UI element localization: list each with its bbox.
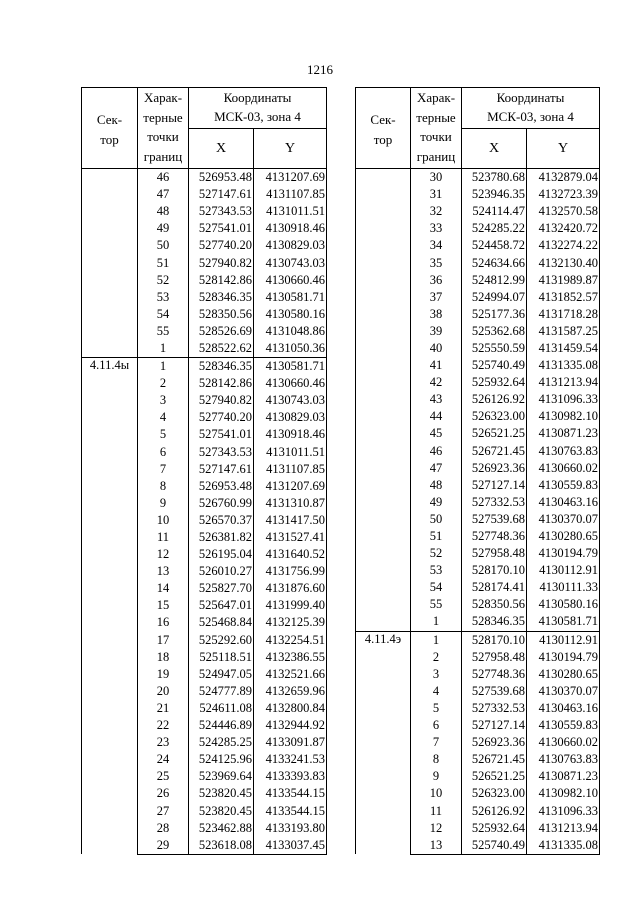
x-coordinate-cell: 526953.48	[189, 478, 254, 495]
x-coordinate-cell: 526521.25	[462, 425, 527, 442]
y-coordinate-cell: 4133037.45	[254, 837, 327, 855]
point-number-cell: 50	[138, 237, 189, 254]
point-number-cell: 18	[138, 649, 189, 666]
x-coordinate-cell: 524777.89	[189, 683, 254, 700]
header-characteristic-points	[411, 88, 462, 169]
y-coordinate-cell: 4130660.02	[527, 734, 600, 751]
x-coordinate-cell: 527541.01	[189, 220, 254, 237]
y-coordinate-cell: 4130559.83	[527, 477, 600, 494]
y-coordinate-cell: 4132274.22	[527, 237, 600, 254]
x-coordinate-cell: 523780.68	[462, 169, 527, 187]
x-coordinate-cell: 526721.45	[462, 751, 527, 768]
y-coordinate-cell: 4132420.72	[527, 220, 600, 237]
table-row	[82, 358, 327, 376]
point-number-cell: 49	[411, 494, 462, 511]
x-coordinate-cell: 528346.35	[189, 358, 254, 376]
point-number-cell: 15	[138, 597, 189, 614]
sector-cell: 4.11.4э	[356, 631, 411, 854]
x-coordinate-cell: 528142.86	[189, 272, 254, 289]
x-coordinate-cell: 526570.37	[189, 512, 254, 529]
point-number-cell: 2	[138, 375, 189, 392]
y-coordinate-cell: 4130829.03	[254, 237, 327, 254]
x-coordinate-cell: 523618.08	[189, 837, 254, 855]
y-coordinate-cell: 4132723.39	[527, 186, 600, 203]
header-sector-line1: Сек-	[96, 112, 123, 127]
y-coordinate-cell: 4132130.40	[527, 254, 600, 271]
point-number-cell: 4	[138, 409, 189, 426]
x-coordinate-cell: 528142.86	[189, 375, 254, 392]
point-number-cell: 3	[138, 392, 189, 409]
y-coordinate-cell: 4131207.69	[254, 478, 327, 495]
x-coordinate-cell: 527748.36	[462, 528, 527, 545]
x-coordinate-cell: 526923.36	[462, 734, 527, 751]
point-number-cell: 35	[411, 254, 462, 271]
y-coordinate-cell: 4130111.33	[527, 579, 600, 596]
point-number-cell: 11	[138, 529, 189, 546]
point-number-cell: 45	[411, 425, 462, 442]
y-coordinate-cell: 4131096.33	[527, 802, 600, 819]
header-sector-line2: тор	[373, 132, 393, 147]
header-x: X	[462, 129, 527, 169]
y-coordinate-cell: 4131011.51	[254, 444, 327, 461]
x-coordinate-cell: 525932.64	[462, 820, 527, 837]
x-coordinate-cell: 523820.45	[189, 785, 254, 802]
y-coordinate-cell: 4131756.99	[254, 563, 327, 580]
point-number-cell: 38	[411, 306, 462, 323]
x-coordinate-cell: 527958.48	[462, 649, 527, 666]
point-number-cell: 37	[411, 289, 462, 306]
x-coordinate-cell: 525827.70	[189, 580, 254, 597]
point-number-cell: 51	[138, 254, 189, 271]
x-coordinate-cell: 524125.96	[189, 751, 254, 768]
header-char-line2: терные	[143, 109, 183, 125]
point-number-cell: 17	[138, 632, 189, 649]
point-number-cell: 54	[411, 579, 462, 596]
x-coordinate-cell: 526760.99	[189, 495, 254, 512]
header-char-line1: Харак-	[416, 90, 456, 105]
header-y: Y	[254, 129, 327, 169]
y-coordinate-cell: 4130280.65	[527, 528, 600, 545]
point-number-cell: 51	[411, 528, 462, 545]
x-coordinate-cell: 526195.04	[189, 546, 254, 563]
point-number-cell: 9	[411, 768, 462, 785]
table-row	[356, 631, 600, 649]
y-coordinate-cell: 4130763.83	[527, 751, 600, 768]
point-number-cell: 23	[138, 734, 189, 751]
x-coordinate-cell: 527127.14	[462, 717, 527, 734]
x-coordinate-cell: 524285.22	[462, 220, 527, 237]
x-coordinate-cell: 528350.56	[189, 306, 254, 323]
y-coordinate-cell: 4130580.16	[527, 596, 600, 613]
header-coord-line2: МСК-03, зона 4	[487, 109, 574, 124]
y-coordinate-cell: 4131213.94	[527, 820, 600, 837]
x-coordinate-cell: 524611.08	[189, 700, 254, 717]
y-coordinate-cell: 4130871.23	[527, 768, 600, 785]
y-coordinate-cell: 4130982.10	[527, 408, 600, 425]
y-coordinate-cell: 4131096.33	[527, 391, 600, 408]
table-row	[356, 169, 600, 187]
point-number-cell: 33	[411, 220, 462, 237]
x-coordinate-cell: 524114.47	[462, 203, 527, 220]
x-coordinate-cell: 527127.14	[462, 477, 527, 494]
x-coordinate-cell: 524994.07	[462, 289, 527, 306]
y-coordinate-cell: 4130743.03	[254, 392, 327, 409]
header-char-line3: точки	[420, 129, 452, 144]
x-coordinate-cell: 527147.61	[189, 461, 254, 478]
point-number-cell: 3	[411, 666, 462, 683]
x-coordinate-cell: 527748.36	[462, 666, 527, 683]
x-coordinate-cell: 528346.35	[462, 613, 527, 631]
point-number-cell: 8	[138, 478, 189, 495]
y-coordinate-cell: 4130660.02	[527, 460, 600, 477]
x-coordinate-cell: 524947.05	[189, 666, 254, 683]
x-coordinate-cell: 528346.35	[189, 289, 254, 306]
y-coordinate-cell: 4132570.58	[527, 203, 600, 220]
x-coordinate-cell: 528170.10	[462, 631, 527, 649]
x-coordinate-cell: 525550.59	[462, 340, 527, 357]
y-coordinate-cell: 4130660.46	[254, 375, 327, 392]
point-number-cell: 7	[411, 734, 462, 751]
point-number-cell: 29	[138, 837, 189, 855]
y-coordinate-cell: 4131999.40	[254, 597, 327, 614]
header-char-line4: границ	[416, 148, 456, 164]
y-coordinate-cell: 4132944.92	[254, 717, 327, 734]
point-number-cell: 10	[138, 512, 189, 529]
y-coordinate-cell: 4133193.80	[254, 820, 327, 837]
y-coordinate-cell: 4133393.83	[254, 768, 327, 785]
y-coordinate-cell: 4130194.79	[527, 649, 600, 666]
x-coordinate-cell: 526010.27	[189, 563, 254, 580]
point-number-cell: 55	[411, 596, 462, 613]
coordinates-table-left	[81, 87, 327, 855]
point-number-cell: 53	[138, 289, 189, 306]
y-coordinate-cell: 4133544.15	[254, 785, 327, 802]
point-number-cell: 53	[411, 562, 462, 579]
x-coordinate-cell: 527740.20	[189, 409, 254, 426]
point-number-cell: 26	[138, 785, 189, 802]
point-number-cell: 36	[411, 272, 462, 289]
header-coordinates	[189, 88, 327, 129]
header-coord-line2: МСК-03, зона 4	[214, 109, 301, 124]
point-number-cell: 8	[411, 751, 462, 768]
x-coordinate-cell: 523820.45	[189, 802, 254, 819]
x-coordinate-cell: 524812.99	[462, 272, 527, 289]
x-coordinate-cell: 525292.60	[189, 632, 254, 649]
y-coordinate-cell: 4130581.71	[527, 613, 600, 631]
point-number-cell: 21	[138, 700, 189, 717]
x-coordinate-cell: 527332.53	[462, 700, 527, 717]
y-coordinate-cell: 4132800.84	[254, 700, 327, 717]
x-coordinate-cell: 528526.69	[189, 323, 254, 340]
y-coordinate-cell: 4130918.46	[254, 220, 327, 237]
y-coordinate-cell: 4130280.65	[527, 666, 600, 683]
point-number-cell: 52	[411, 545, 462, 562]
y-coordinate-cell: 4131876.60	[254, 580, 327, 597]
point-number-cell: 43	[411, 391, 462, 408]
point-number-cell: 5	[411, 700, 462, 717]
point-number-cell: 42	[411, 374, 462, 391]
x-coordinate-cell: 526126.92	[462, 391, 527, 408]
y-coordinate-cell: 4130581.71	[254, 358, 327, 376]
y-coordinate-cell: 4131459.54	[527, 340, 600, 357]
y-coordinate-cell: 4130743.03	[254, 254, 327, 271]
x-coordinate-cell: 528170.10	[462, 562, 527, 579]
point-number-cell: 1	[411, 631, 462, 649]
y-coordinate-cell: 4131335.08	[527, 837, 600, 855]
y-coordinate-cell: 4131213.94	[527, 374, 600, 391]
point-number-cell: 41	[411, 357, 462, 374]
header-sector-line1: Сек-	[370, 112, 396, 127]
y-coordinate-cell: 4131527.41	[254, 529, 327, 546]
point-number-cell: 54	[138, 306, 189, 323]
y-coordinate-cell: 4130829.03	[254, 409, 327, 426]
point-number-cell: 6	[411, 717, 462, 734]
x-coordinate-cell: 524634.66	[462, 254, 527, 271]
point-number-cell: 2	[411, 649, 462, 666]
y-coordinate-cell: 4132125.39	[254, 614, 327, 631]
y-coordinate-cell: 4130871.23	[527, 425, 600, 442]
y-coordinate-cell: 4132659.96	[254, 683, 327, 700]
y-coordinate-cell: 4130660.46	[254, 272, 327, 289]
header-char-line4: границ	[143, 148, 183, 164]
point-number-cell: 47	[138, 186, 189, 203]
x-coordinate-cell: 528350.56	[462, 596, 527, 613]
x-coordinate-cell: 526381.82	[189, 529, 254, 546]
y-coordinate-cell: 4130463.16	[527, 700, 600, 717]
x-coordinate-cell: 523462.88	[189, 820, 254, 837]
y-coordinate-cell: 4131050.36	[254, 340, 327, 358]
x-coordinate-cell: 523969.64	[189, 768, 254, 785]
x-coordinate-cell: 527539.68	[462, 511, 527, 528]
point-number-cell: 28	[138, 820, 189, 837]
point-number-cell: 27	[138, 802, 189, 819]
y-coordinate-cell: 4130559.83	[527, 717, 600, 734]
point-number-cell: 50	[411, 511, 462, 528]
y-coordinate-cell: 4131417.50	[254, 512, 327, 529]
x-coordinate-cell: 524458.72	[462, 237, 527, 254]
point-number-cell: 1	[138, 340, 189, 358]
x-coordinate-cell: 527147.61	[189, 186, 254, 203]
header-sector	[82, 88, 138, 169]
table-row	[82, 169, 327, 187]
x-coordinate-cell: 528174.41	[462, 579, 527, 596]
y-coordinate-cell: 4131587.25	[527, 323, 600, 340]
point-number-cell: 14	[138, 580, 189, 597]
x-coordinate-cell: 525118.51	[189, 649, 254, 666]
header-x: X	[189, 129, 254, 169]
coordinates-table-right	[355, 87, 600, 855]
point-number-cell: 9	[138, 495, 189, 512]
y-coordinate-cell: 4130763.83	[527, 443, 600, 460]
x-coordinate-cell: 525932.64	[462, 374, 527, 391]
header-char-line3: точки	[147, 129, 179, 144]
header-char-line1: Харак-	[143, 90, 183, 105]
point-number-cell: 7	[138, 461, 189, 478]
y-coordinate-cell: 4132254.51	[254, 632, 327, 649]
point-number-cell: 4	[411, 683, 462, 700]
y-coordinate-cell: 4132386.55	[254, 649, 327, 666]
x-coordinate-cell: 527332.53	[462, 494, 527, 511]
y-coordinate-cell: 4133544.15	[254, 802, 327, 819]
point-number-cell: 48	[138, 203, 189, 220]
point-number-cell: 40	[411, 340, 462, 357]
y-coordinate-cell: 4130918.46	[254, 426, 327, 443]
y-coordinate-cell: 4131640.52	[254, 546, 327, 563]
point-number-cell: 20	[138, 683, 189, 700]
x-coordinate-cell: 525740.49	[462, 837, 527, 855]
point-number-cell: 11	[411, 802, 462, 819]
point-number-cell: 46	[411, 443, 462, 460]
point-number-cell: 25	[138, 768, 189, 785]
y-coordinate-cell: 4132521.66	[254, 666, 327, 683]
y-coordinate-cell: 4131207.69	[254, 169, 327, 187]
header-sector	[356, 88, 411, 169]
point-number-cell: 48	[411, 477, 462, 494]
y-coordinate-cell: 4130580.16	[254, 306, 327, 323]
point-number-cell: 16	[138, 614, 189, 631]
y-coordinate-cell: 4130194.79	[527, 545, 600, 562]
x-coordinate-cell: 526521.25	[462, 768, 527, 785]
x-coordinate-cell: 525362.68	[462, 323, 527, 340]
x-coordinate-cell: 527740.20	[189, 237, 254, 254]
header-coord-line1: Координаты	[496, 90, 565, 105]
y-coordinate-cell: 4131718.28	[527, 306, 600, 323]
point-number-cell: 1	[411, 613, 462, 631]
point-number-cell: 47	[411, 460, 462, 477]
x-coordinate-cell: 524446.89	[189, 717, 254, 734]
y-coordinate-cell: 4131011.51	[254, 203, 327, 220]
page-number: 1216	[307, 62, 333, 77]
point-number-cell: 46	[138, 169, 189, 187]
sector-cell	[356, 169, 411, 632]
y-coordinate-cell: 4132879.04	[527, 169, 600, 187]
point-number-cell: 5	[138, 426, 189, 443]
point-number-cell: 55	[138, 323, 189, 340]
x-coordinate-cell: 525468.84	[189, 614, 254, 631]
point-number-cell: 31	[411, 186, 462, 203]
y-coordinate-cell: 4130463.16	[527, 494, 600, 511]
x-coordinate-cell: 527541.01	[189, 426, 254, 443]
point-number-cell: 49	[138, 220, 189, 237]
x-coordinate-cell: 526323.00	[462, 785, 527, 802]
y-coordinate-cell: 4131989.87	[527, 272, 600, 289]
header-char-line2: терные	[416, 109, 456, 125]
header-coordinates	[462, 88, 600, 129]
y-coordinate-cell: 4131107.85	[254, 186, 327, 203]
point-number-cell: 12	[138, 546, 189, 563]
point-number-cell: 39	[411, 323, 462, 340]
point-number-cell: 34	[411, 237, 462, 254]
header-characteristic-points	[138, 88, 189, 169]
x-coordinate-cell: 525647.01	[189, 597, 254, 614]
point-number-cell: 52	[138, 272, 189, 289]
point-number-cell: 13	[138, 563, 189, 580]
x-coordinate-cell: 525740.49	[462, 357, 527, 374]
x-coordinate-cell: 525177.36	[462, 306, 527, 323]
x-coordinate-cell: 526923.36	[462, 460, 527, 477]
y-coordinate-cell: 4133091.87	[254, 734, 327, 751]
point-number-cell: 6	[138, 444, 189, 461]
x-coordinate-cell: 527940.82	[189, 392, 254, 409]
header-sector-line2: тор	[100, 132, 119, 147]
y-coordinate-cell: 4131335.08	[527, 357, 600, 374]
x-coordinate-cell: 526323.00	[462, 408, 527, 425]
y-coordinate-cell: 4130370.07	[527, 683, 600, 700]
point-number-cell: 19	[138, 666, 189, 683]
x-coordinate-cell: 526953.48	[189, 169, 254, 187]
y-coordinate-cell: 4131107.85	[254, 461, 327, 478]
sector-cell	[82, 169, 138, 358]
point-number-cell: 13	[411, 837, 462, 855]
x-coordinate-cell: 527958.48	[462, 545, 527, 562]
point-number-cell: 32	[411, 203, 462, 220]
x-coordinate-cell: 523946.35	[462, 186, 527, 203]
point-number-cell: 24	[138, 751, 189, 768]
x-coordinate-cell: 527940.82	[189, 254, 254, 271]
y-coordinate-cell: 4130581.71	[254, 289, 327, 306]
point-number-cell: 12	[411, 820, 462, 837]
y-coordinate-cell: 4130112.91	[527, 562, 600, 579]
x-coordinate-cell: 527539.68	[462, 683, 527, 700]
x-coordinate-cell: 527343.53	[189, 444, 254, 461]
point-number-cell: 10	[411, 785, 462, 802]
point-number-cell: 22	[138, 717, 189, 734]
x-coordinate-cell: 524285.25	[189, 734, 254, 751]
x-coordinate-cell: 527343.53	[189, 203, 254, 220]
x-coordinate-cell: 528522.62	[189, 340, 254, 358]
y-coordinate-cell: 4130982.10	[527, 785, 600, 802]
point-number-cell: 44	[411, 408, 462, 425]
header-y: Y	[527, 129, 600, 169]
y-coordinate-cell: 4130112.91	[527, 631, 600, 649]
point-number-cell: 30	[411, 169, 462, 187]
point-number-cell: 1	[138, 358, 189, 376]
header-coord-line1: Координаты	[223, 90, 292, 105]
y-coordinate-cell: 4131048.86	[254, 323, 327, 340]
y-coordinate-cell: 4133241.53	[254, 751, 327, 768]
y-coordinate-cell: 4131310.87	[254, 495, 327, 512]
x-coordinate-cell: 526126.92	[462, 802, 527, 819]
x-coordinate-cell: 526721.45	[462, 443, 527, 460]
sector-cell: 4.11.4ы	[82, 358, 138, 855]
y-coordinate-cell: 4131852.57	[527, 289, 600, 306]
y-coordinate-cell: 4130370.07	[527, 511, 600, 528]
